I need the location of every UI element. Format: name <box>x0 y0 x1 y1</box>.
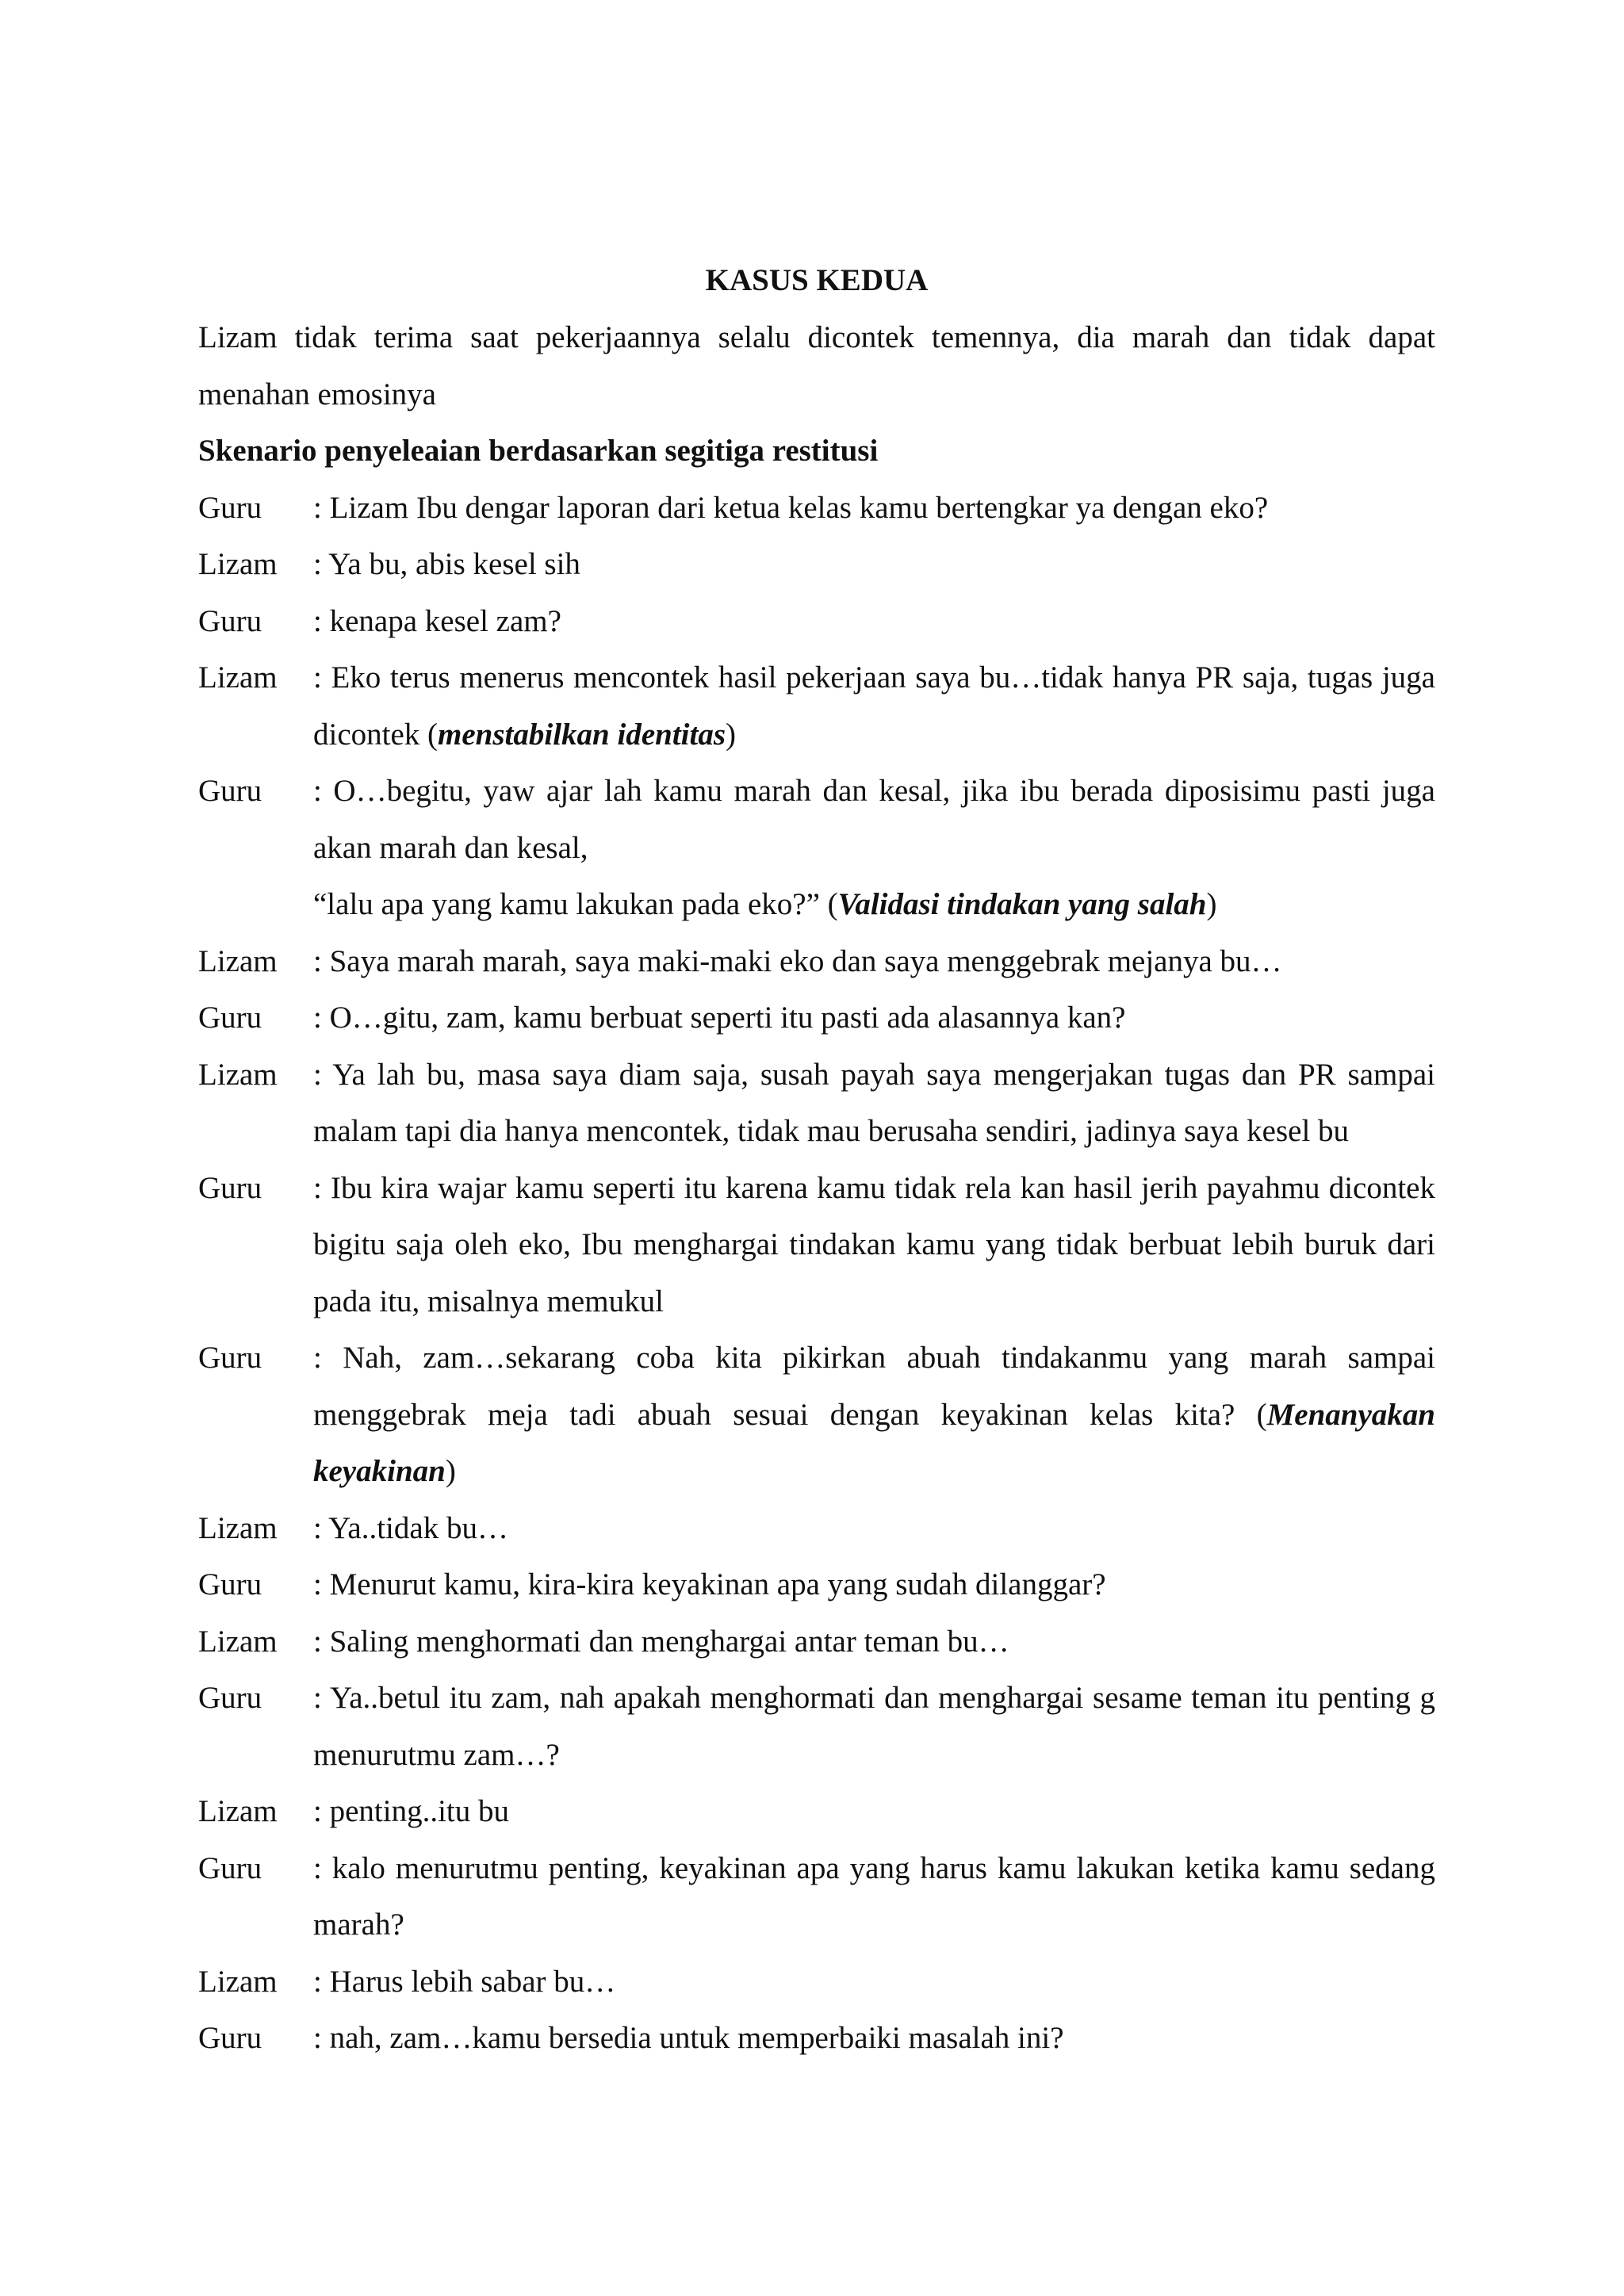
speaker-name: Lizam <box>198 1510 278 1545</box>
speaker-name: Lizam <box>198 943 278 978</box>
dialogue-turn <box>198 933 1435 990</box>
annotation-emphasis: Validasi tindakan yang salah <box>837 887 1207 921</box>
speaker-name: Guru <box>198 1567 262 1601</box>
dialogue-turn <box>198 1556 1435 1613</box>
scenario-heading: Skenario penyeleaian berdasarkan segitiga restitusi <box>198 434 879 468</box>
speaker-name: Guru <box>198 1341 262 1375</box>
dialogue-turn <box>198 480 1435 537</box>
dialogue-turn <box>198 763 1435 933</box>
speaker-name: Guru <box>198 1170 262 1205</box>
utterance: : Saya marah marah, saya maki-maki eko dan saya menggebrak mejanya bu… <box>313 943 1282 978</box>
speaker-name: Guru <box>198 1001 262 1035</box>
utterance: : Ya..tidak bu… <box>313 1510 508 1545</box>
utterance: : Menurut kamu, kira-kira keyakinan apa yang sudah dilanggar? <box>313 1567 1106 1601</box>
speaker-name: Lizam <box>198 1964 278 1999</box>
speaker-name: Guru <box>198 603 262 638</box>
utterance: : Harus lebih sabar bu… <box>313 1964 616 1999</box>
annotation-emphasis: menstabilkan identitas <box>438 717 726 752</box>
utterance: : Ya..betul itu zam, nah apakah menghormati dan menghargai sesame teman itu penting g menurutmu zam…? <box>313 1681 1435 1772</box>
utterance-text: : Nah, zam…sekarang coba kita pikirkan abuah tindakanmu yang marah sampai menggebrak meja tadi abuah sesuai dengan keyakinan kelas kita? ( <box>313 1341 1435 1432</box>
utterance <box>313 1330 1435 1500</box>
dialogue-turn <box>198 536 1435 593</box>
speaker-name: Guru <box>198 774 262 808</box>
utterance: : kenapa kesel zam? <box>313 603 561 638</box>
dialogue-turn <box>198 1670 1435 1783</box>
utterance: : Ya bu, abis kesel sih <box>313 547 580 581</box>
dialogue-turn <box>198 1840 1435 1954</box>
utterance-text: : O…begitu, yaw ajar lah kamu marah dan kesal, jika ibu berada diposisimu pasti juga akan marah dan kesal, <box>313 774 1435 865</box>
dialogue-turn <box>198 593 1435 650</box>
dialogue-turn <box>198 1783 1435 1840</box>
annotation-close: ) <box>726 717 737 752</box>
dialogue-turn <box>198 1047 1435 1160</box>
utterance: : nah, zam…kamu bersedia untuk memperbaiki masalah ini? <box>313 2021 1064 2055</box>
utterance: : O…gitu, zam, kamu berbuat seperti itu pasti ada alasannya kan? <box>313 1001 1126 1035</box>
annotation-close: ) <box>445 1454 456 1488</box>
utterance: : Lizam Ibu dengar laporan dari ketua kelas kamu bertengkar ya dengan eko? <box>313 490 1269 525</box>
annotation-close: ) <box>1206 887 1217 921</box>
speaker-name: Guru <box>198 1850 262 1885</box>
speaker-name: Lizam <box>198 660 278 695</box>
utterance-text: : Eko terus menerus mencontek hasil pekerjaan saya bu…tidak hanya PR saja, tugas juga dicontek ( <box>313 660 1435 752</box>
utterance: : Saling menghormati dan menghargai antar teman bu… <box>313 1624 1009 1659</box>
speaker-name: Guru <box>198 490 262 525</box>
document-page <box>198 252 1435 2067</box>
dialogue-turn <box>198 1330 1435 1500</box>
speaker-name: Guru <box>198 1681 262 1715</box>
utterance-line <box>313 876 1435 933</box>
dialogue <box>198 480 1435 2067</box>
document-title: KASUS KEDUA <box>705 263 929 297</box>
utterance <box>313 649 1435 763</box>
utterance: : penting..itu bu <box>313 1794 509 1828</box>
speaker-name: Lizam <box>198 1057 278 1092</box>
speaker-name: Guru <box>198 2021 262 2055</box>
dialogue-turn <box>198 649 1435 763</box>
dialogue-turn <box>198 1613 1435 1670</box>
dialogue-turn <box>198 1954 1435 2011</box>
speaker-name: Lizam <box>198 1624 278 1659</box>
speaker-name: Lizam <box>198 1794 278 1828</box>
dialogue-turn <box>198 2010 1435 2067</box>
case-description: Lizam tidak terima saat pekerjaannya selalu dicontek temennya, dia marah dan tidak dapat menahan emosinya <box>198 320 1435 411</box>
utterance: : Ya lah bu, masa saya diam saja, susah payah saya mengerjakan tugas dan PR sampai malam tapi dia hanya mencontek, tidak mau berusaha sendiri, jadinya saya kesel bu <box>313 1057 1435 1148</box>
utterance-question: “lalu apa yang kamu lakukan pada eko?” ( <box>313 887 838 921</box>
dialogue-turn <box>198 1500 1435 1557</box>
dialogue-turn <box>198 1160 1435 1330</box>
speaker-name: Lizam <box>198 547 278 581</box>
annotation-emphasis: Menanyakan keyakinan <box>313 1397 1435 1488</box>
utterance: : Ibu kira wajar kamu seperti itu karena kamu tidak rela kan hasil jerih payahmu dicontek bigitu saja oleh eko, Ibu menghargai tindakan kamu yang tidak berbuat lebih buruk dari pada itu, misalnya memukul <box>313 1170 1435 1318</box>
dialogue-turn <box>198 989 1435 1047</box>
utterance: : kalo menurutmu penting, keyakinan apa yang harus kamu lakukan ketika kamu sedang marah? <box>313 1850 1435 1942</box>
utterance <box>313 763 1435 933</box>
